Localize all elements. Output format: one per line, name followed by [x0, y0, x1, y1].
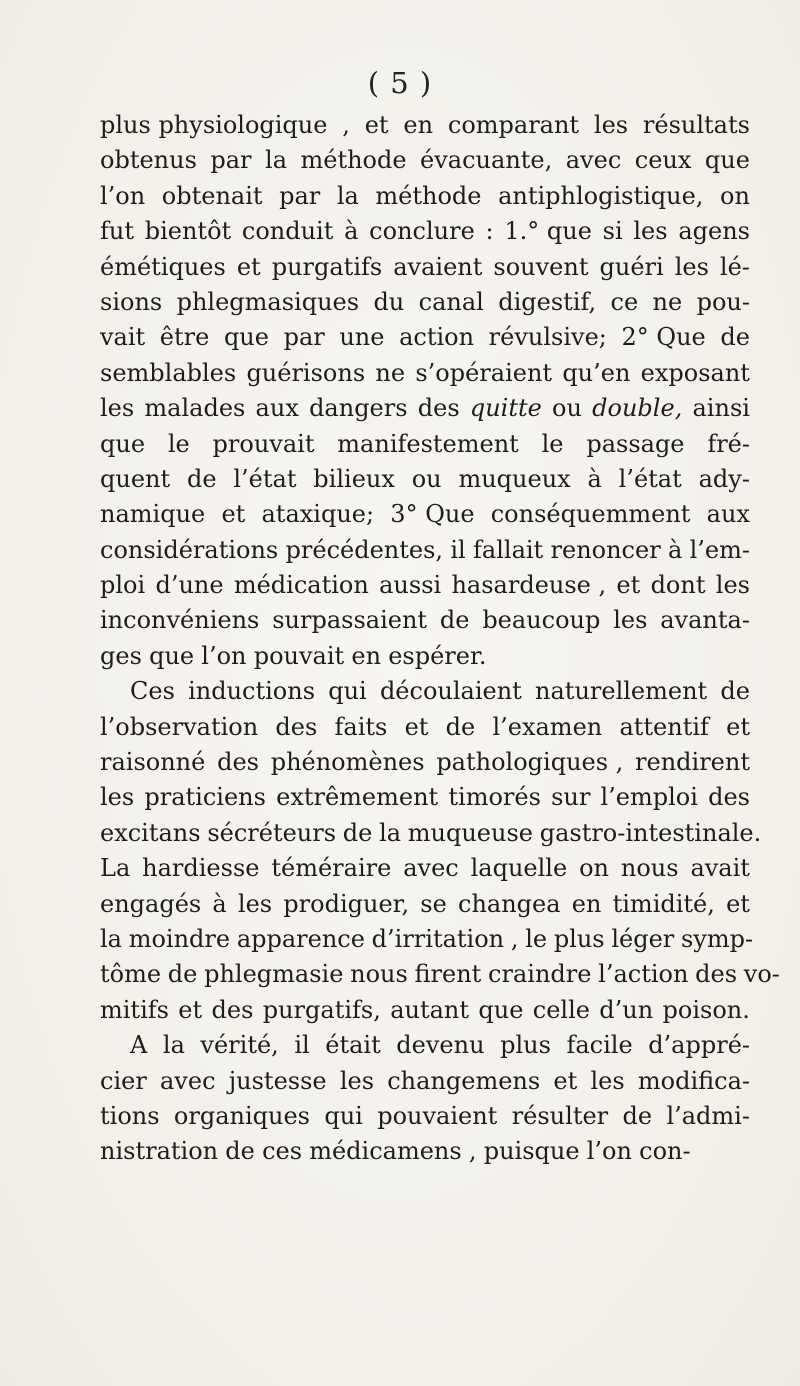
- word: inconvéniens: [100, 606, 260, 635]
- word: la: [100, 924, 122, 953]
- word: le: [525, 924, 548, 953]
- text-line: [100, 568, 750, 603]
- word: les: [590, 1066, 625, 1095]
- word: hardiesse: [142, 854, 260, 883]
- word: le: [167, 429, 190, 458]
- word: être: [159, 323, 210, 352]
- word: par: [210, 146, 252, 175]
- word: aussi: [379, 571, 442, 600]
- word: ainsi: [692, 394, 750, 423]
- word: résultats: [642, 111, 750, 139]
- word: sur: [551, 783, 591, 812]
- word: nous: [620, 854, 679, 883]
- word: pouvait: [253, 641, 345, 670]
- text-line: [100, 250, 750, 285]
- word: plus: [553, 924, 605, 953]
- word: en: [351, 641, 382, 670]
- word: firent: [414, 960, 482, 989]
- word: poison.: [662, 995, 750, 1024]
- word: surpassaient: [272, 606, 428, 635]
- word: obtenait: [161, 181, 263, 210]
- word: ,: [510, 924, 519, 953]
- word: d’un: [599, 995, 654, 1024]
- word: en: [571, 889, 602, 918]
- word: que: [100, 429, 146, 458]
- word: on: [720, 181, 750, 210]
- word: si: [602, 217, 623, 246]
- word: conséquemment: [490, 500, 691, 529]
- word: hasardeuse ,: [451, 571, 607, 600]
- word: les: [633, 217, 668, 246]
- word: cier: [100, 1066, 147, 1095]
- word: avec: [160, 1066, 216, 1095]
- word: avanta-: [660, 606, 750, 635]
- word: engagés: [100, 889, 202, 918]
- word: plus physiologique: [100, 111, 328, 139]
- word: et: [364, 111, 389, 139]
- word: timorés: [448, 783, 541, 812]
- word: mitifs: [100, 995, 169, 1024]
- text-line: [100, 993, 750, 1028]
- word: puisque: [483, 1137, 580, 1166]
- word: méthode: [300, 146, 407, 175]
- word: lé-: [719, 252, 750, 281]
- word: prouvait: [212, 429, 315, 458]
- word: des: [417, 394, 460, 423]
- word: l’observation: [100, 712, 259, 741]
- word: tions: [100, 1101, 160, 1130]
- word: ou: [411, 464, 442, 493]
- word: vo-: [743, 960, 780, 989]
- word: que: [478, 995, 524, 1024]
- word: praticiens: [144, 783, 266, 812]
- word: léger: [611, 924, 675, 953]
- word: l’état: [618, 464, 682, 493]
- word: purgatifs,: [262, 995, 381, 1024]
- word: de: [167, 960, 198, 989]
- word: aux: [255, 394, 299, 423]
- word: inductions: [188, 677, 316, 706]
- word: semblables: [100, 358, 237, 387]
- word: on: [579, 854, 609, 883]
- word: bientôt: [144, 217, 232, 246]
- word: l’on: [201, 641, 247, 670]
- word: muqueux: [458, 464, 571, 493]
- word: résulter: [511, 1101, 609, 1130]
- word: et: [553, 1066, 578, 1095]
- word: à: [212, 889, 227, 918]
- text-line: [100, 1064, 750, 1099]
- word: et: [726, 712, 750, 741]
- word: et: [236, 252, 261, 281]
- text-line: [100, 922, 754, 957]
- word: dangers: [309, 394, 408, 423]
- word: sions: [100, 287, 163, 316]
- word: de: [225, 1137, 255, 1166]
- word: naturellement: [535, 677, 708, 706]
- word: de: [186, 464, 217, 493]
- word: s’opéraient: [415, 358, 553, 387]
- word: téméraire: [271, 854, 392, 883]
- word: l’em-: [689, 535, 750, 564]
- word: :: [485, 217, 494, 246]
- word: les: [100, 783, 135, 812]
- word: raisonné: [100, 748, 206, 777]
- word: 1.° que: [504, 217, 592, 246]
- word: l’on: [100, 181, 146, 210]
- body-text: [100, 108, 780, 1170]
- word: changemens: [387, 1066, 541, 1095]
- text-line: [100, 710, 750, 745]
- word: par: [283, 323, 325, 352]
- word: justesse: [228, 1066, 327, 1095]
- text-line: [100, 497, 750, 532]
- word: souvent: [493, 252, 589, 281]
- text-line: [100, 143, 750, 178]
- word: et: [178, 995, 203, 1024]
- word: des: [217, 748, 259, 777]
- word: la: [162, 1031, 185, 1060]
- word: malades: [144, 394, 246, 423]
- word: gastro-intestinale.: [539, 818, 762, 847]
- word: nistration: [100, 1137, 219, 1166]
- word: ploi: [100, 571, 146, 600]
- word: que: [223, 323, 269, 352]
- text-line: [100, 674, 750, 709]
- word: con-: [639, 1137, 691, 1166]
- word: modifica-: [637, 1066, 750, 1095]
- word: 3° Que: [390, 500, 475, 529]
- word: et: [616, 571, 641, 600]
- word: ceux: [634, 146, 692, 175]
- word: et: [221, 500, 246, 529]
- word: agens: [678, 217, 750, 246]
- word: organiques: [173, 1101, 310, 1130]
- text-line: [100, 1134, 750, 1169]
- word: vait: [100, 323, 146, 352]
- word: attentif: [619, 712, 709, 741]
- word: de: [439, 606, 470, 635]
- word: des: [695, 960, 738, 989]
- text-line: [100, 391, 750, 426]
- word: action: [399, 323, 475, 352]
- word: de: [342, 818, 373, 847]
- word: prodiguer,: [283, 889, 410, 918]
- word: qui: [324, 1101, 363, 1130]
- word: de: [720, 323, 750, 352]
- text-line: [100, 887, 750, 922]
- word: rendirent: [635, 748, 750, 777]
- text-line: [100, 179, 750, 214]
- word: changea: [458, 889, 561, 918]
- word: les: [613, 606, 648, 635]
- word: l’état: [233, 464, 297, 493]
- word: de: [720, 677, 750, 706]
- word: la: [379, 818, 402, 847]
- word: fallait: [473, 535, 544, 564]
- word: une: [339, 323, 385, 352]
- word: émétiques: [100, 252, 226, 281]
- word: aux: [706, 500, 750, 529]
- text-line: [100, 356, 750, 391]
- word: la: [265, 146, 287, 175]
- word: ,: [468, 1137, 477, 1166]
- word: digestif,: [498, 287, 597, 316]
- text-line: [100, 320, 750, 355]
- word: symp-: [680, 924, 754, 953]
- word: timidité,: [612, 889, 715, 918]
- word: des: [211, 995, 254, 1024]
- word: craindre: [488, 960, 592, 989]
- word: que: [149, 641, 195, 670]
- word: double,: [592, 394, 683, 423]
- text-line: [100, 1028, 750, 1063]
- word: La: [100, 854, 131, 883]
- word: d’une: [155, 571, 224, 600]
- word: ce: [610, 287, 639, 316]
- text-line: [100, 427, 750, 462]
- word: médication: [233, 571, 369, 600]
- text-line: [100, 745, 750, 780]
- word: purgatifs: [271, 252, 383, 281]
- word: était: [325, 1031, 381, 1060]
- word: phlegmasiques: [176, 287, 360, 316]
- word: l’examen: [492, 712, 603, 741]
- word: pathologiques ,: [436, 748, 624, 777]
- text-line: [100, 780, 750, 815]
- word: pouvaient: [377, 1101, 498, 1130]
- word: guérisons: [246, 358, 366, 387]
- word: renoncer: [550, 535, 661, 564]
- word: les: [339, 1066, 375, 1095]
- word: les: [100, 394, 135, 423]
- word: apparence: [236, 924, 365, 953]
- word: phlegmasie: [204, 960, 344, 989]
- word: comparant: [447, 111, 580, 139]
- word: ataxique;: [261, 500, 375, 529]
- word: pou-: [696, 287, 750, 316]
- word: à: [587, 464, 602, 493]
- text-line: [100, 957, 780, 992]
- word: excitans: [100, 818, 201, 847]
- word: ady-: [698, 464, 750, 493]
- word: extrêmement: [276, 783, 439, 812]
- word: du: [373, 287, 405, 316]
- text-line: [100, 851, 750, 886]
- word: nous: [350, 960, 408, 989]
- word: la: [336, 181, 359, 210]
- word: autant: [390, 995, 470, 1024]
- word: passage: [586, 429, 685, 458]
- word: que: [704, 146, 750, 175]
- word: vérité,: [200, 1031, 279, 1060]
- word: il: [294, 1031, 310, 1060]
- word: avec: [403, 854, 459, 883]
- word: espérer.: [388, 641, 487, 670]
- word: d’appré-: [648, 1031, 750, 1060]
- word: muqueuse: [407, 818, 533, 847]
- word: fré-: [707, 429, 750, 458]
- text-line: [100, 285, 750, 320]
- word: de: [622, 1101, 653, 1130]
- word: en: [403, 111, 434, 139]
- word: dont: [650, 571, 706, 600]
- word: il: [450, 535, 466, 564]
- word: tôme: [100, 960, 162, 989]
- word: l’admi-: [666, 1101, 750, 1130]
- word: Ces: [130, 677, 175, 706]
- word: quitte: [469, 394, 542, 423]
- word: et: [404, 712, 429, 741]
- word: namique: [100, 500, 206, 529]
- word: ou: [552, 394, 582, 423]
- text-line: [100, 816, 762, 851]
- word: phénomènes: [270, 748, 425, 777]
- word: les: [237, 889, 273, 918]
- word: avait: [690, 854, 750, 883]
- word: ne: [375, 358, 406, 387]
- word: sécréteurs: [207, 818, 337, 847]
- word: fut: [100, 217, 134, 246]
- word: considérations: [100, 535, 279, 564]
- word: ces: [262, 1137, 303, 1166]
- word: manifestement: [337, 429, 519, 458]
- word: exposant: [640, 358, 750, 387]
- word: précédentes,: [285, 535, 444, 564]
- word: moindre: [128, 924, 231, 953]
- word: antiphlogistique,: [498, 181, 704, 210]
- word: ges: [100, 641, 142, 670]
- word: guéri: [599, 252, 664, 281]
- word: des: [275, 712, 318, 741]
- word: qu’en: [562, 358, 631, 387]
- word: 2° Que: [621, 323, 706, 352]
- word: quent: [100, 464, 171, 493]
- text-line: [100, 639, 750, 674]
- word: laquelle: [470, 854, 568, 883]
- word: méthode: [375, 181, 482, 210]
- word: médicamens: [309, 1137, 462, 1166]
- word: l’on: [586, 1137, 632, 1166]
- word: par: [279, 181, 321, 210]
- word: avaient: [393, 252, 483, 281]
- word: d’irritation: [371, 924, 505, 953]
- word: de: [445, 712, 476, 741]
- word: facile: [566, 1031, 633, 1060]
- word: conduit: [241, 217, 334, 246]
- word: ,: [342, 111, 350, 139]
- text-line: [100, 603, 750, 638]
- word: avec: [565, 146, 622, 175]
- word: des: [708, 783, 750, 812]
- word: bilieux: [313, 464, 395, 493]
- text-line: [100, 214, 750, 249]
- word: l’action: [598, 960, 689, 989]
- word: beaucoup: [482, 606, 601, 635]
- word: devenu: [396, 1031, 485, 1060]
- text-line: [100, 533, 750, 568]
- word: à: [667, 535, 683, 564]
- word: évacuante,: [420, 146, 553, 175]
- word: obtenus: [100, 146, 197, 175]
- word: plus: [500, 1031, 551, 1060]
- word: A: [130, 1031, 148, 1060]
- word: le: [541, 429, 564, 458]
- word: les: [593, 111, 629, 139]
- word: révulsive;: [488, 323, 607, 352]
- word: et: [726, 889, 750, 918]
- word: celle: [532, 995, 590, 1024]
- word: faits: [334, 712, 388, 741]
- word: canal: [418, 287, 484, 316]
- word: les: [715, 571, 750, 600]
- word: les: [674, 252, 709, 281]
- word: ne: [652, 287, 683, 316]
- word: à: [344, 217, 359, 246]
- text-line: [100, 462, 750, 497]
- text-line: [100, 1099, 750, 1134]
- word: conclure: [369, 217, 475, 246]
- word: découlaient: [379, 677, 522, 706]
- word: l’emploi: [600, 783, 698, 812]
- word: se: [420, 889, 447, 918]
- text-line: [100, 108, 750, 143]
- page-number: ( 5 ): [367, 66, 433, 100]
- word: qui: [328, 677, 367, 706]
